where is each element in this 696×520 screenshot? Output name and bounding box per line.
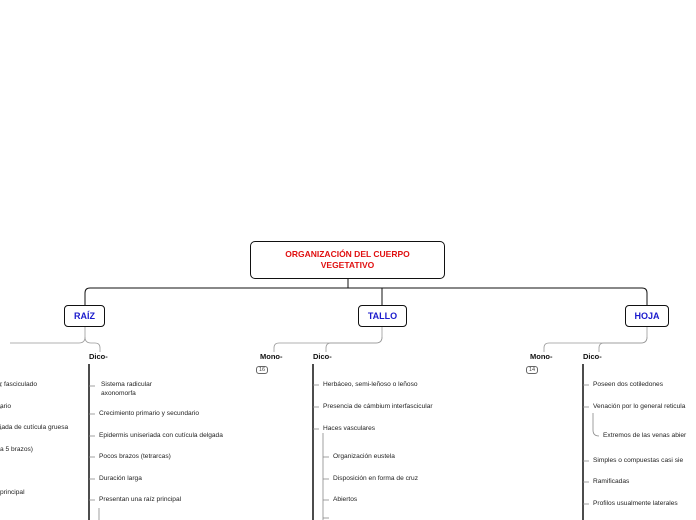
raiz-mono-item-2[interactable]: ario [0,403,11,410]
raiz-mono-item-1[interactable]: r fasciculado [0,381,38,388]
branch-tallo[interactable] [358,305,407,327]
raiz-mono-item-4[interactable]: a 5 brazos) [0,446,33,453]
raiz-dico-item-3[interactable]: Epidermis uniseriada con cutícula delgada [99,432,223,439]
tallo-haces-item-3[interactable]: Abiertos [333,496,358,503]
hoja-mono-collapsed-count[interactable]: 14 [526,366,538,374]
hoja-dico-heading[interactable]: Dico- [583,352,602,361]
branch-hoja-label: HOJA [634,311,660,321]
tallo-mono-collapsed-count[interactable]: 16 [256,366,268,374]
tallo-dico-item-2[interactable]: Presencia de cámbium interfascicular [323,403,433,410]
tallo-dico-item-3[interactable]: Haces vasculares [323,425,376,432]
root-title: ORGANIZACIÓN DEL CUERPO VEGETATIVO [285,249,410,270]
raiz-dico-item-5[interactable]: Duración larga [99,475,142,482]
raiz-dico-item-6[interactable]: Presentan una raíz principal [99,496,182,503]
tallo-dico-item-1[interactable]: Herbáceo, semi-leñoso o leñoso [323,381,418,388]
branch-raiz-label: RAÍZ [74,311,95,321]
hoja-dico-item-3[interactable]: Simples o compuestas casi sie [593,457,684,464]
hoja-dico-item-1[interactable]: Poseen dos cotiledones [593,381,664,388]
hoja-dico-item-2[interactable]: Venación por lo general reticula [593,403,686,410]
raiz-dico-heading[interactable]: Dico- [89,352,108,361]
raiz-dico-item-1[interactable]: Sistema radicular axonomorfa [101,381,152,397]
tallo-haces-item-2[interactable]: Disposición en forma de cruz [333,475,419,482]
raiz-mono-item-3[interactable]: iada de cutícula gruesa [0,424,69,431]
hoja-venacion-item-1[interactable]: Extremos de las venas abier [603,432,687,439]
root-node[interactable] [250,241,445,279]
branch-hoja[interactable] [625,305,669,327]
branch-raiz[interactable] [64,305,105,327]
branch-tallo-label: TALLO [367,311,398,321]
tallo-mono-heading[interactable]: Mono- [260,352,283,361]
tallo-haces-item-1[interactable]: Organización eustela [333,453,395,460]
raiz-dico-item-2[interactable]: Crecimiento primario y secundario [99,410,200,417]
raiz-mono-item-5[interactable]: principal [0,489,25,496]
hoja-dico-item-4[interactable]: Ramificadas [593,478,630,485]
hoja-mono-heading[interactable]: Mono- [530,352,553,361]
hoja-dico-item-5[interactable]: Profilos usualmente laterales [593,500,678,507]
raiz-dico-item-4[interactable]: Pocos brazos (tetrarcas) [99,453,171,460]
tallo-dico-heading[interactable]: Dico- [313,352,332,361]
